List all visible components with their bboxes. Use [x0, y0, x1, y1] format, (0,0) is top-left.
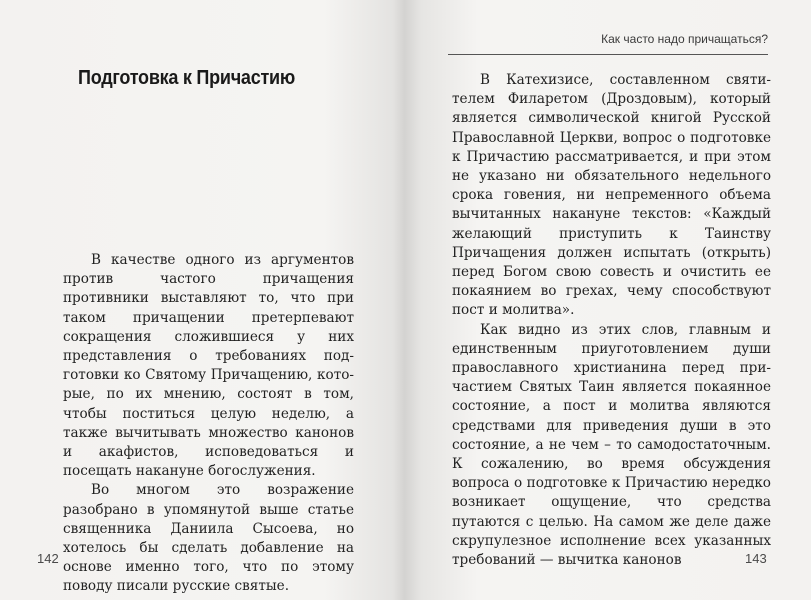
chapter-title: Подготовка к Причастию — [78, 66, 296, 89]
paragraph: В качестве одного из аргументов против частого причащения противники выставляют то, что при таком причащении претерпевают сокращения сложившиеся у них представления о требованиях подготовки ко Святому Причащению, которые, по их мнению, состоят в том, чтобы поститься целую неделю, а также вычитывать множество канонов и акафистов, исповедоваться и посещать накануне богослужения. — [63, 252, 354, 480]
paragraph: Во многом это возражение разобрано в упомянутой выше статье священника Даниила Сысоева, но хотелось бы сделать добавление на основе именно того, что по этому поводу писали русские святые. — [63, 482, 354, 595]
page-number-left: 142 — [37, 551, 59, 566]
right-body-text — [452, 71, 771, 570]
paragraph: В Катехизисе, составленном святителем Филаретом (Дроздовым), который является символической книгой Русской Православной Церкви, вопрос о подготовке к Причастию рассматривается, и при этом не указано ни обязательного недельного срока говения, ни непременного объема вычитанных накануне текстов: «Каждый желающий приступить к Таинству Причащения должен испытать (открыть) перед Богом свою совесть и очистить ее покаянием во грехах, чему способствуют пост и молитва». — [452, 72, 771, 319]
paragraph: Как видно из этих слов, главным и единственным приуготовлением души православного христианина перед причастием Святых Таин является покаянное состояние, а пост и молитва являются средствами для приведения души в это состояние, а не чем – то самодостаточным. К сожалению, во время обсуждения вопроса о подготовке к Причастию нередко возникает ощущение, что средства путаются с целью. На самом же деле даже скрупулезное исполнение всех указанных требований — вычитка канонов — [452, 321, 771, 569]
running-head: Как часто надо причащаться? — [448, 32, 768, 55]
page-number-right: 143 — [745, 551, 767, 566]
left-page — [0, 0, 405, 600]
left-body-text — [63, 251, 354, 597]
